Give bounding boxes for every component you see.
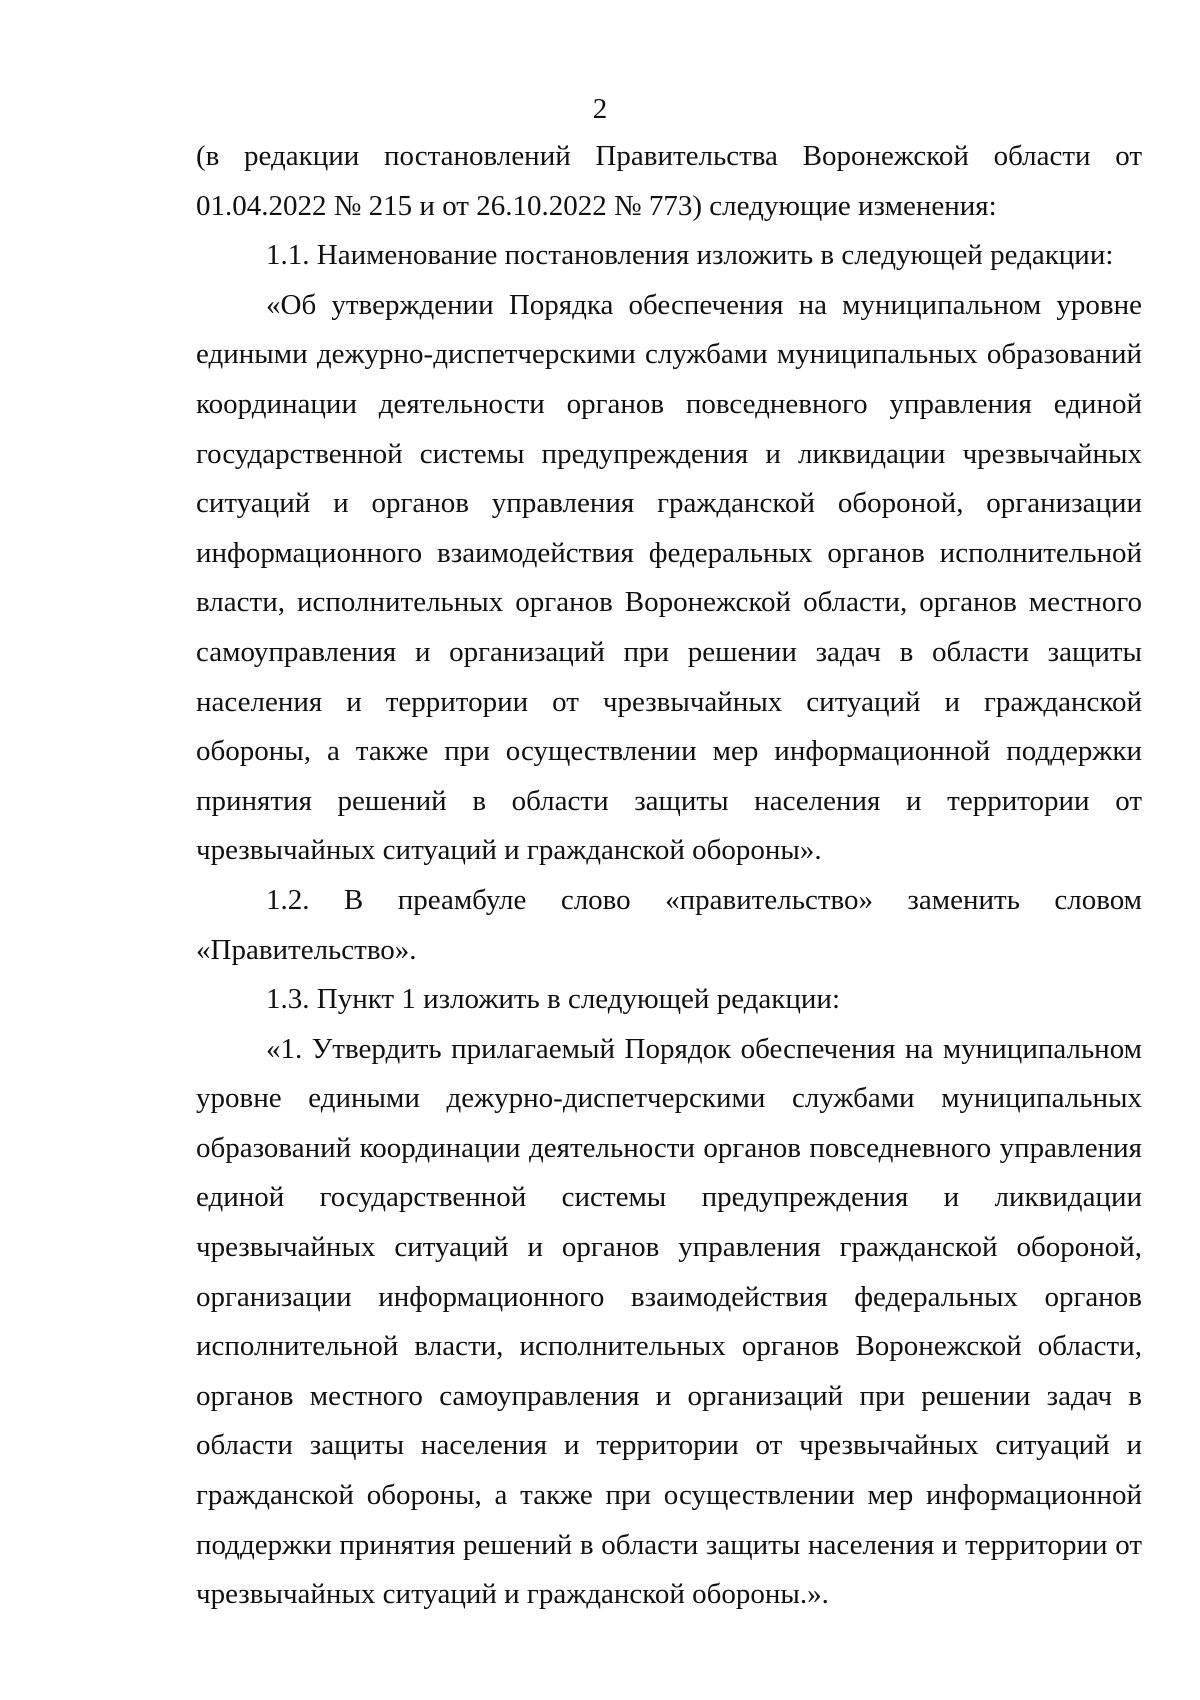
paragraph-new-point-1: «1. Утвердить прилагаемый Порядок обеспечения на муниципальном уровне едиными дежурно-диспетчерскими службами муниципальных образований координации деятельности органов повседневного управления единой государственной системы предупреждения и ликвидации чрезвычайных ситуаций и органов управления гражданской обороной, организации информационного взаимодействия федеральных органов исполнительной власти, исполнительных органов Воронежской области, органов местного самоуправления и организаций при решении задач в области защиты населения и территории от чрезвычайных ситуаций и гражданской обороны, а также при осуществлении мер информационной поддержки принятия решений в области защиты населения и территории от чрезвычайных ситуаций и гражданской обороны.». — [196, 1032, 1142, 1611]
paragraph-1-1: 1.1. Наименование постановления изложить в следующей редакции: — [266, 239, 1114, 272]
paragraph-1-3: 1.3. Пункт 1 изложить в следующей редакции: — [266, 983, 841, 1016]
paragraph-continuation: (в редакции постановлений Правительства Воронежской области от 01.04.2022 № 215 и от 26.10.2022 № 773) следующие изменения: — [196, 140, 1142, 222]
paragraph-new-title: «Об утверждении Порядка обеспечения на муниципальном уровне едиными дежурно-диспетчерскими службами муниципальных образований координации деятельности органов повседневного управления единой государственной системы предупреждения и ликвидации чрезвычайных ситуаций и органов управления гражданской обороной, организации информационного взаимодействия федеральных органов исполнительной власти, исполнительных органов Воронежской области, органов местного самоуправления и организаций при решении задач в области защиты населения и территории от чрезвычайных ситуаций и гражданской обороны, а также при осуществлении мер информационной поддержки принятия решений в области защиты населения и территории от чрезвычайных ситуаций и гражданской обороны». — [196, 288, 1142, 867]
paragraph-1-2: 1.2. В преамбуле слово «правительство» заменить словом «Правительство». — [196, 883, 1142, 966]
document-body — [196, 132, 1142, 1620]
page-number: 2 — [592, 93, 608, 125]
